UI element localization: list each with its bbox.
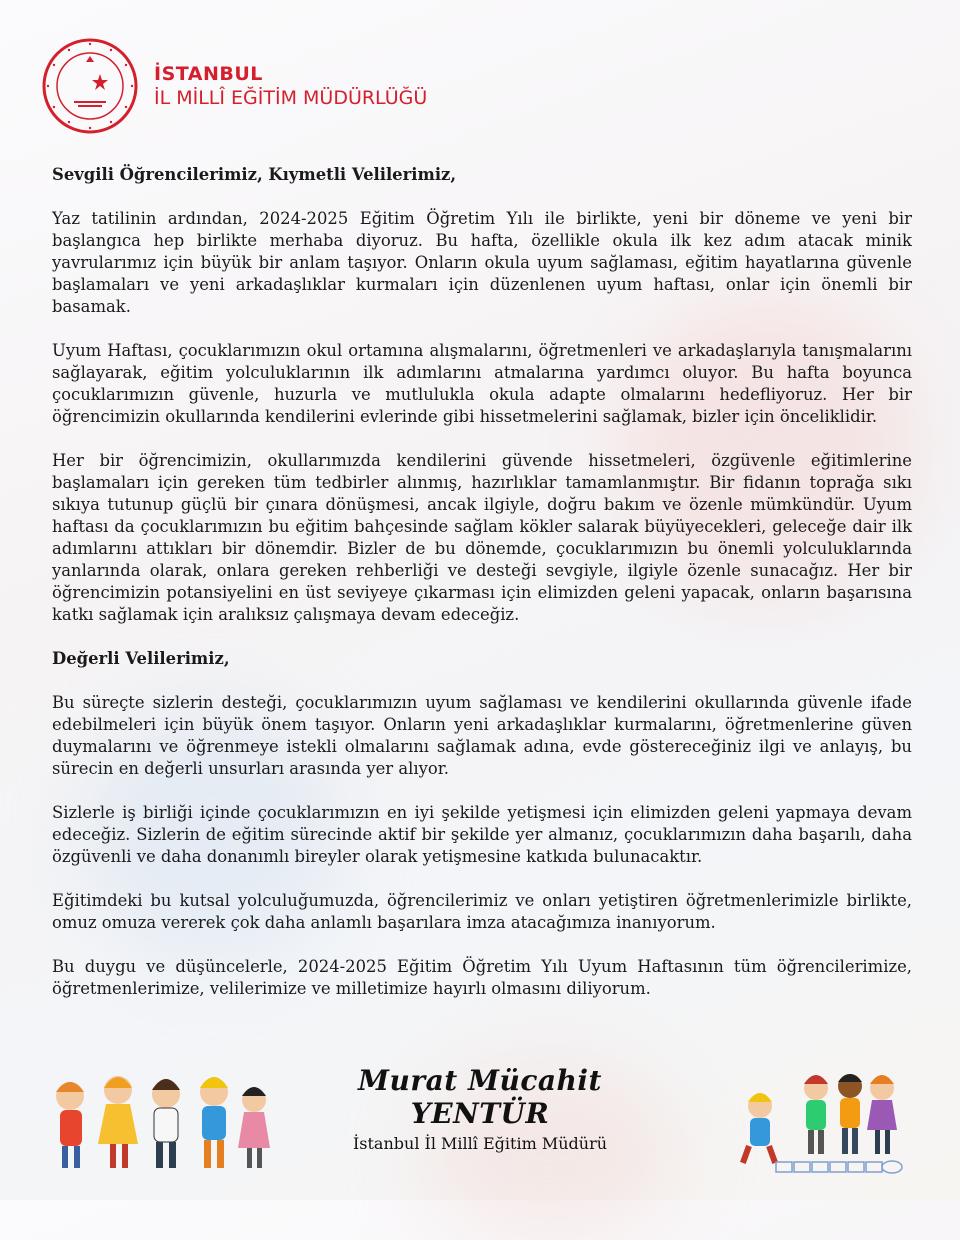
signature-block [330,1064,630,1153]
children-group-illustration-icon [720,1066,920,1181]
children-dancing-illustration-icon [40,1066,270,1176]
letter-paragraph: Uyum Haftası, çocuklarımızın okul ortamına alışmalarını, öğretmenleri ve arkadaşlarıyla tanışmalarını sağlayarak, eğitim yolculuklarının ilk adımlarını atmalarına yardımcı oluyor. Bu hafta boyunca çocuklarımızın güvenle, huzurla ve mutlulukla okula adapte olmalarını hedefliyoruz. Her bir öğrencimizin okullarında kendilerini evlerinde gibi hissetmelerini sağlamak, bizler için önceliklidir. [52,341,912,426]
letter-paragraph: Her bir öğrencimizin, okullarımızda kendilerini güvende hissetmeleri, özgüvenle eğitimlerine başlamaları için gereken tüm tedbirler alınmış, hazırlıklar tamamlanmıştır. Bir fidanın toprağa sıkı sıkıya tutunup güçlü bir çınara dönüşmesi, ancak ilgiyle, doğru bakım ve özenle mümkündür. Uyum haftası da çocuklarımızın bu eğitim bahçesinde sağlam kökler salarak büyüyecekleri, geleceğe dair ilk adımlarını attıkları bir dönemdir. Bizler de bu dönemde, çocuklarımızın bu önemli yolculuklarında yanlarında olarak, onlara gereken rehberliği ve desteği sevgiyle, ilgiyle özenle sunacağız. Her bir öğrencimizin potansiyelini en üst seviyeye çıkarması için elimizden geleni yapacak, onların başarısına katkı sağlamak için aralıksız çalışmaya devam edeceğiz. [52,451,912,624]
letter-body [52,164,912,1022]
org-city: İSTANBUL [154,63,263,85]
signature-title: İstanbul İl Millî Eğitim Müdürü [352,1134,608,1153]
letterhead [40,36,427,136]
letter-paragraph: Sizlerle iş birliği içinde çocuklarımızın en iyi şekilde yetişmesi için elimizden geleni yapmaya devam edeceğiz. Sizlerin de eğitim sürecinde aktif bir şekilde yer almanız, çocuklarımızın daha başarılı, daha özgüvenli ve daha donanımlı bireyler olarak yetişmesine katkıda bulunacaktır. [52,803,912,866]
letter-paragraph: Eğitimdeki bu kutsal yolculuğumuzda, öğrencilerimiz ve onları yetiştiren öğretmenlerimizle birlikte, omuz omuza vererek çok daha anlamlı başarılara imza atacağımıza inanıyorum. [52,891,912,932]
org-department: İL MİLLÎ EĞİTİM MÜDÜRLÜĞÜ [154,87,428,109]
letter-paragraph: Bu duygu ve düşüncelerle, 2024-2025 Eğitim Öğretim Yılı Uyum Haftasının tüm öğrencilerimize, öğretmenlerimize, velilerimize ve milletimize hayırlı olmasını diliyorum. [52,957,912,998]
ministry-seal-icon [40,36,140,136]
letter-paragraph: Yaz tatilinin ardından, 2024-2025 Eğitim Öğretim Yılı ile birlikte, yeni bir döneme ve yeni bir başlangıca hep birlikte merhaba diyoruz. Bu hafta, özellikle okula ilk kez adım atacak minik yavrularımız için büyük bir anlam taşıyor. Onların okula uyum sağlaması, eğitim hayatlarına güvenle başlamaları ve yeni arkadaşlıklar kurmaları için düzenlenen uyum haftası, onlar için önemli bir basamak. [52,209,912,316]
letter-greeting: Sevgili Öğrencilerimiz, Kıymetli Velilerimiz, [52,165,457,184]
signature-name: Murat Mücahit YENTÜR [358,1064,602,1130]
letter-second-greeting: Değerli Velilerimiz, [52,649,230,668]
letter-paragraph: Bu süreçte sizlerin desteği, çocuklarımızın uyum sağlaması ve kendilerini okullarında güvenle ifade edebilmeleri için büyük önem taşıyor. Onların yeni arkadaşlıklar kurmalarını, öğretmenlerine güven duymalarını ve öğrenmeye istekli olmalarını sağlamak adına, evde göstereceğiniz ilgi ve anlayış, bu sürecin en değerli unsurları arasında yer alıyor. [52,693,912,778]
